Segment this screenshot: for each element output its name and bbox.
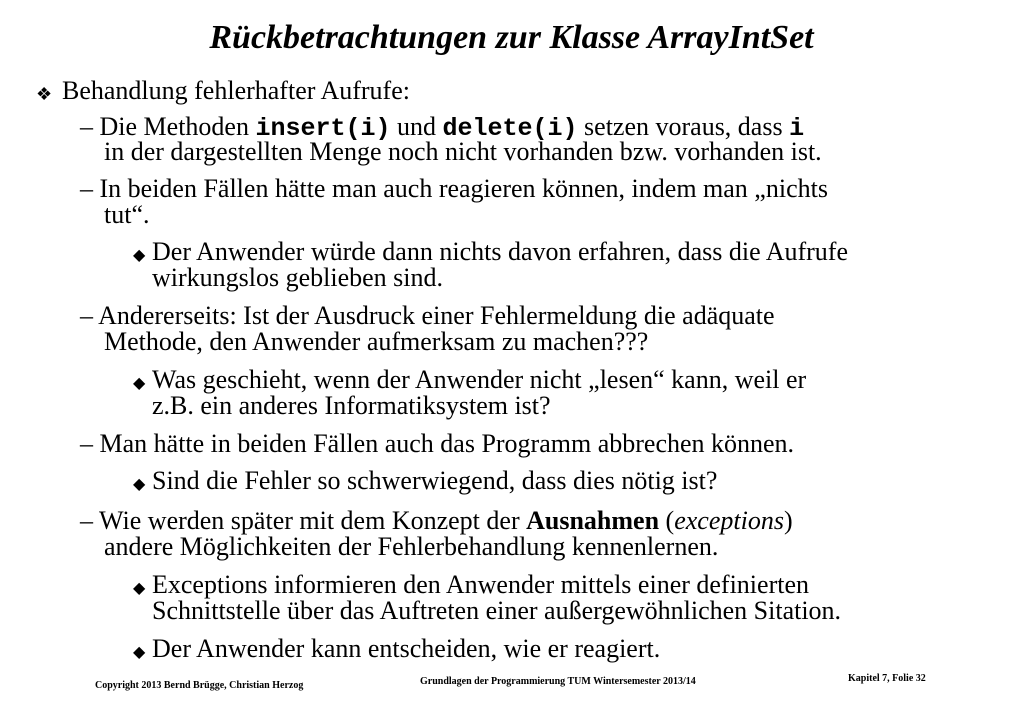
sub-sub-item-5: Der Anwender kann entscheiden, wie er reagiert.	[152, 634, 661, 663]
star-bullet-icon: ❖	[36, 84, 53, 104]
diamond-bullet-icon: ◆	[133, 476, 146, 493]
bullet-heading: Behandlung fehlerhafter Aufrufe:	[62, 76, 410, 105]
sub-sub-item-2-line-1: Was geschieht, wenn der Anwender nicht „lesen“ kann, weil er	[152, 365, 807, 394]
sub-item-5-line-2: andere Möglichkeiten der Fehlerbehandlung kennenlernen.	[104, 532, 719, 561]
sub-sub-item-4-line-2: Schnittstelle über das Auftreten einer außergewöhnlichen Sitation.	[152, 596, 842, 625]
sub-item-1-line-2: in der dargestellten Menge noch nicht vorhanden bzw. vorhanden ist.	[104, 137, 822, 166]
sub-item-5-line-1: – Wie werden später mit dem Konzept der Ausnahmen (exceptions)	[80, 506, 793, 535]
diamond-bullet-icon: ◆	[133, 247, 146, 264]
diamond-bullet-icon: ◆	[133, 644, 146, 661]
sub-item-1-line-1: – Die Methoden insert(i) und delete(i) setzen voraus, dass i	[80, 112, 805, 143]
footer-course: Grundlagen der Programmierung TUM Wintersemester 2013/14	[420, 676, 696, 687]
slide-title: Rückbetrachtungen zur Klasse ArrayIntSet	[209, 19, 814, 56]
sub-item-3-line-2: Methode, den Anwender aufmerksam zu machen???	[104, 327, 649, 356]
sub-sub-item-2-line-2: z.B. ein anderes Informatiksystem ist?	[152, 391, 551, 420]
footer-page: Kapitel 7, Folie 32	[848, 673, 926, 684]
sub-item-2-line-1: – In beiden Fällen hätte man auch reagieren können, indem man „nichts	[80, 174, 828, 203]
diamond-bullet-icon: ◆	[133, 580, 146, 597]
diamond-bullet-icon: ◆	[133, 375, 146, 392]
footer-copyright: Copyright 2013 Bernd Brügge, Christian Herzog	[95, 680, 304, 691]
sub-sub-item-4-line-1: Exceptions informieren den Anwender mittels einer definierten	[152, 570, 809, 599]
sub-sub-item-1-line-2: wirkungslos geblieben sind.	[152, 263, 444, 292]
sub-item-4: – Man hätte in beiden Fällen auch das Programm abbrechen können.	[80, 429, 795, 458]
sub-item-2-line-2: tut“.	[104, 200, 150, 229]
sub-sub-item-1-line-1: Der Anwender würde dann nichts davon erfahren, dass die Aufrufe	[152, 237, 848, 266]
sub-item-3-line-1: – Andererseits: Ist der Ausdruck einer Fehlermeldung die adäquate	[80, 301, 775, 330]
sub-sub-item-3: Sind die Fehler so schwerwiegend, dass dies nötig ist?	[152, 466, 718, 495]
